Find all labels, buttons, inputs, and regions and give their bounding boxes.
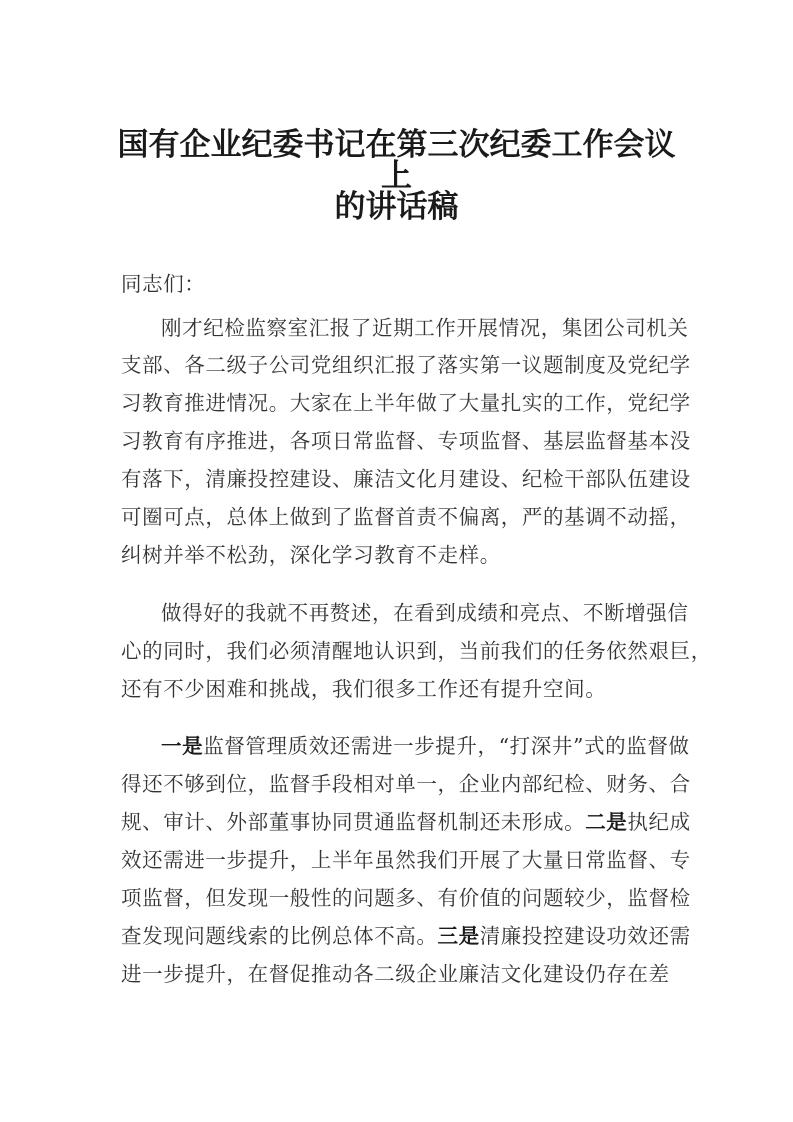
paragraph-text: 清廉投控建设功效还需 bbox=[479, 924, 691, 948]
emphasis-third: 三是 bbox=[437, 924, 480, 948]
paragraph-line: 做得好的我就不再赘述，在看到成绩和亮点、不断增强信 bbox=[161, 601, 689, 625]
salutation: 同志们： bbox=[121, 272, 206, 296]
paragraph-line: 心的同时，我们必须清醒地认识到，当前我们的任务依然艰巨， bbox=[121, 639, 712, 663]
emphasis-first: 一是 bbox=[161, 734, 204, 758]
document-title-line-1: 国有企业纪委书记在第三次纪委工作会议上 bbox=[117, 127, 676, 194]
paragraph-line: 刚才纪检监察室汇报了近期工作开展情况，集团公司机关 bbox=[161, 316, 689, 340]
paragraph-line: 习教育有序推进，各项日常监督、专项监督、基层监督基本没 bbox=[121, 429, 691, 453]
paragraph-line: 进一步提升，在督促推动各二级企业廉洁文化建设仍存在差 bbox=[121, 962, 670, 986]
paragraph-line: 效还需进一步提升，上半年虽然我们开展了大量日常监督、专 bbox=[121, 848, 691, 872]
paragraph-line bbox=[121, 924, 691, 948]
paragraph-text: 执纪成 bbox=[627, 810, 691, 834]
paragraph-text: 查发现问题线索的比例总体不高。 bbox=[121, 924, 438, 948]
paragraph-line: 得还不够到位，监督手段相对单一，企业内部纪检、财务、合 bbox=[121, 772, 691, 796]
paragraph-line: 项监督，但发现一般性的问题多、有价值的问题较少，监督检 bbox=[121, 886, 691, 910]
paragraph-line: 习教育推进情况。大家在上半年做了大量扎实的工作，党纪学 bbox=[121, 391, 691, 415]
document-title-line-2: 的讲话稿 bbox=[334, 189, 459, 225]
paragraph-line bbox=[121, 810, 691, 834]
paragraph-line: 纠树并举不松劲，深化学习教育不走样。 bbox=[121, 543, 501, 567]
emphasis-second: 二是 bbox=[585, 810, 628, 834]
paragraph-line: 可圈可点，总体上做到了监督首责不偏离，严的基调不动摇， bbox=[121, 505, 691, 529]
paragraph-text: 监督管理质效还需进一步提升，“打深井”式的监督做 bbox=[203, 734, 690, 758]
paragraph-line: 还有不少困难和挑战，我们很多工作还有提升空间。 bbox=[121, 677, 607, 701]
paragraph-text: 规、审计、外部董事协同贯通监督机制还未形成。 bbox=[121, 810, 586, 834]
paragraph-line: 有落下，清廉投控建设、廉洁文化月建设、纪检干部队伍建设 bbox=[121, 467, 691, 491]
paragraph-line: 支部、各二级子公司党组织汇报了落实第一议题制度及党纪学 bbox=[121, 353, 691, 377]
paragraph-line bbox=[161, 734, 690, 758]
